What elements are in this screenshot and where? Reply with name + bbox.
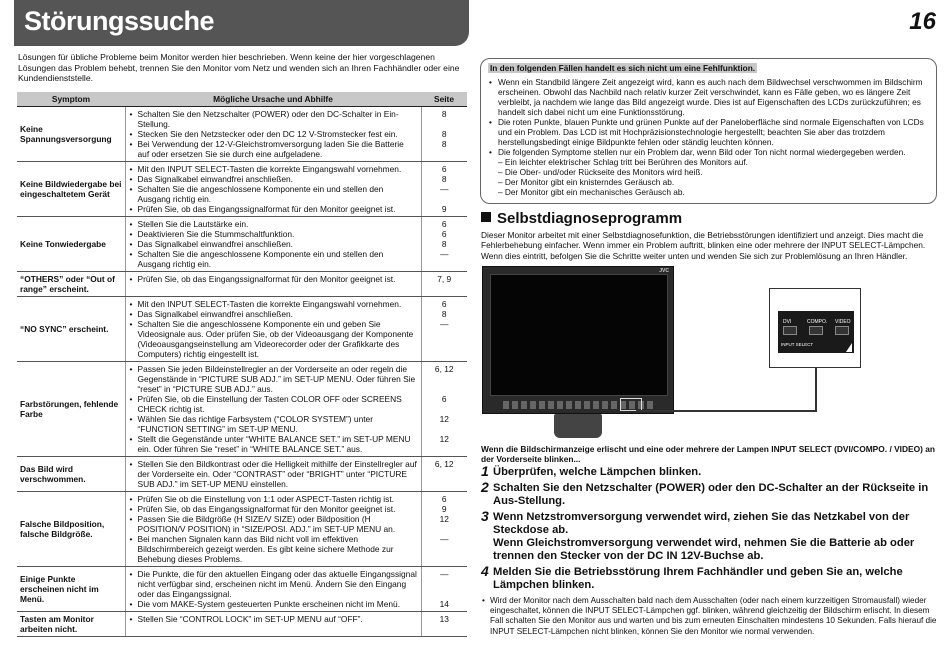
symptom-cell: Keine Tonwiedergabe [17,217,125,272]
page-ref: 8 [441,309,447,319]
step-text: Überprüfen, welche Lämpchen blinken. [493,466,702,478]
header-page: Seite [421,92,467,107]
page-ref: 7, 9 [437,274,452,284]
cause-item: • Stellen Sie die Lautstärke ein. [129,219,418,229]
cause-cell [125,217,421,272]
page-ref [425,404,465,414]
page-ref: 12 [439,434,449,444]
cause-cell [125,457,421,492]
page-ref: 9 [441,204,447,214]
label-video: VIDEO [835,319,851,325]
page-cell [421,567,467,612]
dash-item: – Die Ober- und/oder Rückseite des Monitors wird heiß. [498,167,703,177]
cause-item: • Bei manchen Signalen kann das Bild nicht voll im effektiven Bildschirmbereich gezeigt werden. Es gibt keine sichere Methode zur Behebung dieses Problems. [129,534,418,564]
symptom-cell: “OTHERS” oder “Out of range” erscheint. [17,272,125,297]
step-text: Schalten Sie den Netzschalter (POWER) oder den DC-Schalter an der Rückseite in Aus-Stellung. [493,482,929,507]
page-ref: — [440,534,449,544]
lamp-video [835,326,849,335]
cause-item: • Deaktivieren Sie die Stummschaltfunktion. [129,229,418,239]
table-row [17,217,467,272]
step-item [481,463,937,479]
symptom-cell: Das Bild wird verschwommen. [17,457,125,492]
selfdiag-intro: Dieser Monitor arbeitet mit einer Selbstdiagnosefunktion, die Betriebsstörungen identifiziert und anzeigt. Dies macht die Fehlerbehebung einfacher. Wenn immer ein Problem auftritt, blinken eine oder mehrere der INPUT SELECT-Lämpchen. Wenn dies eintritt, befolgen Sie die Schritte weiter unten und wenden Sie sich zur Problemlösung an Ihren Händler. [481,230,926,261]
label-compo: COMPO. [807,319,828,325]
cause-cell [125,567,421,612]
table-row [17,567,467,612]
page-cell [421,457,467,492]
cause-cell [125,362,421,457]
intro-text: Lösungen für übliche Probleme beim Monitor werden hier beschrieben. Wenn keine der hier vorgeschlagenen Lösungen das Problem behebt, trennen Sie den Monitor vom Netz und wenden sich an Ihren Fachhändler oder eine Kundendienststelle. [18,52,460,83]
selfdiag-title [481,210,682,227]
step-item [481,563,937,592]
cause-item: • Schalten Sie die angeschlossene Komponente ein und geben Sie Videosignale aus. Oder prüfen Sie, ob der Videoausgang der Komponente (Videoausgangseinstellung am Videorecorder oder der Grafikkarte des Computers) richtig eingestellt ist. [129,319,418,359]
page-cell [421,492,467,567]
step-number: 1 [481,463,489,479]
list-item: • Die roten Punkte, blauen Punkte und grünen Punkte auf der Paneloberfläche sind normale Eigenschaften von LCDs und ein Problem. Das LCD ist mit Hochpräzisionstechnologie hergestellt; beachten Sie aber das trotzdem herstellungsbedingt einige Bildpunkte fehlen oder ständig leuchten können. [488,117,929,147]
input-select-zoom [769,288,861,368]
table-row [17,612,467,637]
page-ref [425,579,465,589]
table-row [17,107,467,162]
table-body [17,107,467,637]
cause-item: • Mit den INPUT SELECT-Tasten die korrekte Eingangswahl vornehmen. [129,299,418,309]
table-row [17,297,467,362]
table-row [17,272,467,297]
step-text: Wenn Netzstromversorgung verwendet wird, ziehen Sie das Netzkabel von der Steckdose ab. [493,511,910,536]
cause-item: • Prüfen Sie, ob das Eingangssignalformat für den Monitor geeignet ist. [129,204,418,214]
symptom-cell: “NO SYNC” erscheint. [17,297,125,362]
table-row [17,362,467,457]
list-item: • Wenn ein Standbild längere Zeit angezeigt wird, kann es auch nach dem Bildwechsel verschwommen im Bildschirm erscheinen. Obwohl das Nachbild nach relativ kurzer Zeit verschwindet, kann es Fälle geben, wo es längere Zeit verbleibt, ja nachdem wie lange das Bild angezeigt wurde. Dies ist auf Eigenschaften des LCDs zurückzuführen; es handelt sich dabei nicht um eine Funktionsstörung. [488,77,929,117]
connector-line [636,410,817,412]
page-ref: 8 [441,239,447,249]
steps-list [481,463,937,595]
symptom-cell: Tasten am Monitor arbeiten nicht. [17,612,125,637]
cause-cell [125,272,421,297]
cause-cell [125,492,421,567]
header-symptom: Symptom [17,92,125,107]
page-cell [421,297,467,362]
cause-cell [125,297,421,362]
cause-item: • Die Punkte, die für den aktuellen Eingang oder das aktuelle Eingangssignal nicht verfügbar sind, erscheinen nicht im Menü. Ändern Sie den Eingang oder das Eingangssignal. [129,569,418,599]
page-ref: 6 [441,394,447,404]
page-ref: 13 [439,614,449,624]
symptom-cell: Einige Punkte erscheinen nicht im Menü. [17,567,125,612]
lamp-dvi [783,326,797,335]
selfdiag-title-text: Selbstdiagnoseprogramm [497,210,683,227]
troubleshooting-table [17,92,467,637]
page-ref: 6 [441,494,447,504]
list-item: • Die folgenden Symptome stellen nur ein Problem dar, wenn Bild oder Ton nicht normal wiedergegeben werden. [488,147,929,157]
page-ref [425,119,465,129]
table-row [17,162,467,217]
cause-item: • Wählen Sie das richtige Farbsystem (“COLOR SYSTEM”) unter “FUNCTION SETTING” im SET-UP MENU. [129,414,418,434]
page-ref [425,384,465,394]
cause-item: • Bei Verwendung der 12-V-Gleichstromversorgung laden Sie die Batterie auf oder ersetzen Sie sie durch eine aufgeladene. [129,139,418,159]
page-ref [425,424,465,434]
dash-item: – Der Monitor gibt ein knisterndes Geräusch ab. [498,177,675,187]
page-ref: 6, 12 [434,364,454,374]
cause-cell [125,612,421,637]
page-ref: 9 [441,504,447,514]
page-number: 16 [909,8,936,35]
page-ref [425,374,465,384]
pointer-icon [846,343,852,352]
page-ref: 14 [439,599,449,609]
page-ref: 6 [441,219,447,229]
cause-item: • Mit den INPUT SELECT-Tasten die korrekte Eingangswahl vornehmen. [129,164,418,174]
monitor-logo: JVC [659,268,669,274]
not-malfunction-list [488,77,929,157]
step-number: 4 [481,563,489,579]
monitor-body [482,266,674,414]
cause-item: • Stellt die Gegenstände unter “WHITE BALANCE SET.” im SET-UP MENU ein. Oder führen Sie “reset” in “WHITE BALANCE SET.” aus. [129,434,418,454]
page-ref: 8 [441,174,447,184]
cause-item: • Passen Sie jeden Bildeinstellregler an der Vorderseite an oder regeln die Gegenstände in “PICTURE SUB ADJ.” im SET-UP MENU. Oder führen Sie “reset” in “PICTURE SUB ADJ.” aus. [129,364,418,394]
label-dvi: DVI [783,319,792,325]
page-cell [421,272,467,297]
page-ref: — [440,184,449,194]
cause-item: • Die vom MAKE-System gesteuerten Punkte erscheinen nicht im Menü. [129,599,418,609]
cause-item: • Schalten Sie die angeschlossene Komponente ein und stellen den Ausgang richtig ein. [129,184,418,204]
cause-item: • Schalten Sie den Netzschalter (POWER) oder den DC-Schalter in Ein-Stellung. [129,109,418,129]
step-text: Melden Sie die Betriebsstörung Ihrem Fachhändler und geben Sie an, welche Lämpchen blinken. [493,566,903,591]
footnote: • Wird der Monitor nach dem Ausschalten bald nach dem Ausschalten (oder nach einem kurzzeitigen Stromausfall) wieder eingeschaltet, können die INPUT SELECT-Lämpchen ggf. blinken, während gleichzeitig der Bildschirm erlischt. In diesem Fall schalten Sie den Monitor aus und warten und bis zum erneuten Einschalten mindestens 10 Sekunden. Falls hierauf die INPUT SELECT-Lämpchen nicht blinken, können Sie den Monitor wie normal verwenden. [481,596,937,637]
lamp-compo [809,326,823,335]
step-number: 2 [481,479,489,495]
page-ref: 8 [441,109,447,119]
cause-item: • Stecken Sie den Netzstecker oder den DC 12 V-Stromstecker fest ein. [129,129,418,139]
step-item [481,479,937,508]
page-ref: 6 [441,229,447,239]
zoom-panel [778,311,854,353]
page-ref: 8 [441,139,447,149]
cause-item: • Stellen Sie “CONTROL LOCK” im SET-UP MENU auf “OFF”. [129,614,418,624]
cause-item: • Schalten Sie die angeschlossene Komponente ein und stellen den Ausgang richtig ein. [129,249,418,269]
cause-cell [125,162,421,217]
page-ref: 12 [439,414,449,424]
page-ref: — [440,249,449,259]
steps-heading: Wenn die Bildschirmanzeige erlischt und eine oder mehrere der Lampen INPUT SELECT (DVI/COMPO. / VIDEO) an der Vorderseite blinken... [481,444,936,464]
page-cell [421,107,467,162]
page-ref: 8 [441,129,447,139]
input-select-label: INPUT SELECT [781,342,814,347]
cause-item: • Prüfen Sie, ob das Eingangssignalformat für den Monitor geeignet ist. [129,274,418,284]
not-malfunction-title: In den folgenden Fällen handelt es sich nicht um eine Fehlfunktion. [490,63,756,73]
cause-item: • Prüfen Sie, ob die Einstellung der Tasten COLOR OFF oder SCREENS CHECK richtig ist. [129,394,418,414]
page-ref [425,589,465,599]
page-cell [421,612,467,637]
not-malfunction-box [480,58,937,204]
symptom-cell: Keine Bildwiedergabe bei eingeschaltetem Gerät [17,162,125,217]
table-header-row [17,92,467,107]
symptom-cell: Keine Spannungsversorgung [17,107,125,162]
table-row [17,492,467,567]
monitor-screen [490,274,668,396]
page-ref [425,194,465,204]
page-ref: 6 [441,299,447,309]
cause-item: • Das Signalkabel einwandfrei anschließen. [129,309,418,319]
dash-item: – Ein leichter elektrischer Schlag tritt bei Berühren des Monitors auf. [498,157,748,167]
header-cause: Mögliche Ursache und Abhilfe [125,92,421,107]
page-ref: — [440,569,449,579]
step-text: Wenn Gleichstromversorgung verwendet wird, nehmen Sie die Batterie ab oder trennen den Stecker von der DC IN 12V-Buchse ab. [493,537,915,562]
page-cell [421,162,467,217]
symptom-cell: Falsche Bildposition, falsche Bildgröße. [17,492,125,567]
cause-item: • Passen Sie die Bildgröße (H SIZE/V SIZE) oder Bildposition (H POSITION/V POSITION) in “SIZE/POSI. ADJ.” im SET-UP MENU an. [129,514,418,534]
connector-line [815,368,817,412]
page-ref: — [440,319,449,329]
page-cell [421,362,467,457]
cause-item: • Prüfen Sie, ob das Eingangssignalformat für den Monitor geeignet ist. [129,504,418,514]
dash-item: – Der Monitor gibt ein mechanisches Geräusch ab. [498,187,685,197]
cause-cell [125,107,421,162]
page-ref [425,524,465,534]
step-number: 3 [481,508,489,524]
step-item [481,508,937,563]
cause-item: • Prüfen Sie ob die Einstellung von 1:1 oder ASPECT-Tasten richtig ist. [129,494,418,504]
page-ref: 12 [439,514,449,524]
table-row [17,457,467,492]
cause-item: • Das Signalkabel einwandfrei anschließen. [129,174,418,184]
cause-item: • Das Signalkabel einwandfrei anschließen. [129,239,418,249]
monitor-stand [554,414,602,438]
square-bullet-icon [481,212,491,222]
monitor-illustration [482,266,674,440]
cause-item: • Stellen Sie den Bildkontrast oder die Helligkeit mithilfe der Einstellregler auf der Vorderseite ein. Oder “CONTRAST” oder “BRIGHT” unter “PICTURE SUB ADJ.” im SET-UP MENU einstellen. [129,459,418,489]
page-ref: 6 [441,164,447,174]
symptom-cell: Farbstörungen, fehlende Farbe [17,362,125,457]
page-cell [421,217,467,272]
page-title: Störungssuche [24,6,215,36]
page-ref: 6, 12 [434,459,454,469]
